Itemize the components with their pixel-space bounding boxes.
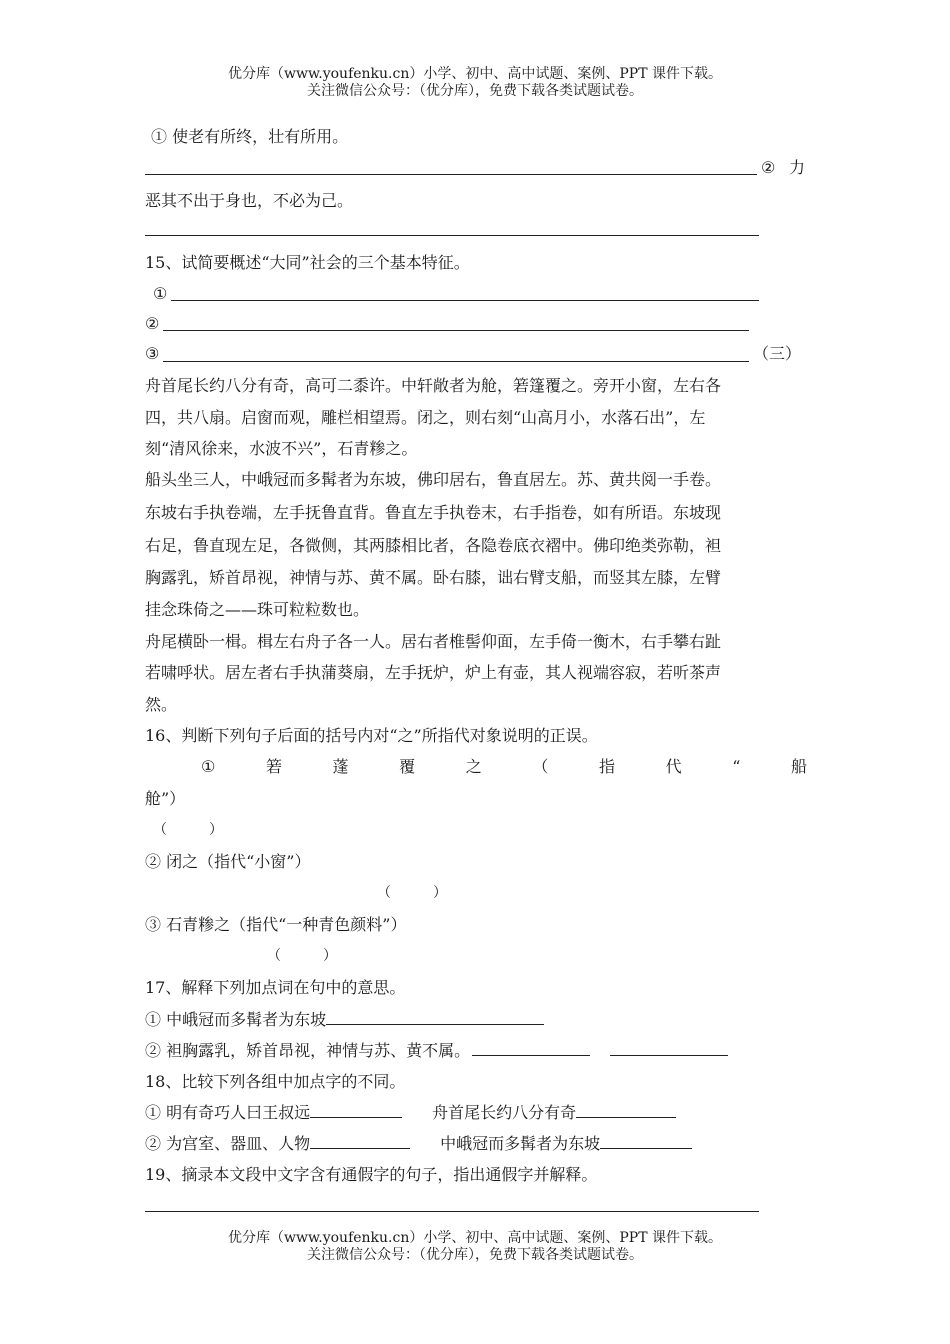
- q14-item-1: ① 使老有所终，壮有所用。: [151, 127, 349, 146]
- passage-line: 刻“清风徐来，水波不兴”，石青糁之。: [145, 439, 418, 458]
- answer-paren: （ ）: [377, 885, 447, 901]
- q17-item-1-text: ① 中峨冠而多髯者为东坡: [145, 1010, 327, 1029]
- passage-line: 四，共八扇。启窗而观，雕栏相望焉。闭之，则右刻“山高月小，水落石出”，左: [145, 408, 706, 427]
- q16-prompt: 16、判断下列句子后面的括号内对“之”所指代对象说明的正误。: [145, 726, 598, 745]
- page-footer: [0, 1230, 950, 1264]
- passage-line: 胸露乳，矫首昂视，神情与苏、黄不属。卧右膝，诎右臂支船，而竖其左膝，左臂: [145, 568, 722, 587]
- answer-line: [163, 330, 749, 331]
- q16-item-1-char: 船: [790, 757, 807, 776]
- q18-item-2b: 中峨冠而多髯者为东坡: [440, 1134, 601, 1153]
- q16-item-1-char: ①: [201, 757, 216, 776]
- q18-item-2: [145, 1134, 692, 1154]
- q18-item-1a: ① 明有奇巧人曰王叔远: [145, 1103, 311, 1122]
- q18-item-1b: 舟首尾长约八分有奇: [432, 1103, 577, 1122]
- q16-item-1-char: 箬: [265, 757, 282, 776]
- q18-prompt: 18、比较下列各组中加点字的不同。: [145, 1072, 406, 1091]
- passage-line: 舟尾横卧一楫。楫左右舟子各一人。居右者椎髻仰面，左手倚一衡木，右手攀右趾: [145, 632, 722, 651]
- answer-line: [145, 1211, 759, 1212]
- q16-item-1-cont: 舱”）: [145, 789, 186, 808]
- answer-blank[interactable]: [310, 1134, 410, 1149]
- q17-prompt: 17、解释下列加点词在句中的意思。: [145, 978, 406, 997]
- answer-line: [163, 361, 749, 362]
- q15-marker-1: ①: [153, 284, 168, 303]
- footer-line-2: 关注微信公众号：（优分库），免费下载各类试题试卷。: [307, 1247, 643, 1263]
- header-line-2: 关注微信公众号：（优分库），免费下载各类试题试卷。: [307, 83, 643, 99]
- answer-paren: （ ）: [153, 822, 223, 838]
- q14-item-2-text: 恶其不出于身也，不必为己。: [145, 191, 354, 210]
- answer-blank[interactable]: [610, 1041, 728, 1056]
- q16-item-1-char: “: [732, 757, 741, 776]
- passage-line: 右足，鲁直现左足，各微侧，其两膝相比者，各隐卷底衣褶中。佛印绝类弥勒，袒: [145, 536, 722, 555]
- q16-item-1: [145, 757, 807, 777]
- q17-item-1: [145, 1010, 544, 1030]
- header-line-1: 优分库（www.youfenku.cn）小学、初中、高中试题、案例、PPT 课件下载。: [227, 66, 722, 82]
- passage-line: 舟首尾长约八分有奇，高可二黍许。中轩敞者为舱，箬篷覆之。旁开小窗，左右各: [145, 376, 722, 395]
- answer-blank[interactable]: [472, 1041, 590, 1056]
- q15-marker-2: ②: [145, 314, 160, 333]
- q14-item-2-number: ②: [761, 158, 776, 177]
- footer-line-1: 优分库（www.youfenku.cn）小学、初中、高中试题、案例、PPT 课件下载。: [227, 1230, 722, 1246]
- q16-item-1-char: 指: [598, 757, 615, 776]
- q18-item-1: [145, 1103, 676, 1123]
- q17-item-2: [145, 1041, 728, 1061]
- q15-prompt: 15、试简要概述“大同”社会的三个基本特征。: [145, 253, 470, 272]
- answer-paren: （ ）: [267, 948, 337, 964]
- section-heading: （三）: [753, 344, 802, 363]
- q16-item-2: ② 闭之（指代“小窗”）: [145, 852, 311, 871]
- q19-prompt: 19、摘录本文段中文字含有通假字的句子，指出通假字并解释。: [145, 1165, 598, 1184]
- q15-marker-3: ③: [145, 344, 160, 363]
- q18-item-2a: ② 为宫室、器皿、人物: [145, 1134, 311, 1153]
- page-header: [0, 66, 950, 100]
- answer-blank[interactable]: [600, 1134, 692, 1149]
- answer-blank[interactable]: [326, 1010, 544, 1025]
- passage-line: 东坡右手执卷端，左手抚鲁直背。鲁直左手执卷末，右手指卷，如有所语。东坡现: [145, 503, 722, 522]
- answer-line: [145, 235, 759, 236]
- q16-item-1-char: 之: [465, 757, 482, 776]
- passage-line: 若啸呼状。居左者右手执蒲葵扇，左手抚炉，炉上有壶，其人视端容寂，若听茶声: [145, 663, 722, 682]
- answer-line: [145, 174, 757, 175]
- answer-line: [171, 300, 759, 301]
- q14-item-2-start: 力: [789, 158, 806, 177]
- q16-item-1-char: 覆: [399, 757, 416, 776]
- q17-item-2-text: ② 袒胸露乳，矫首昂视，神情与苏、黄不属。: [145, 1041, 471, 1060]
- passage-line: 船头坐三人，中峨冠而多髯者为东坡，佛印居右，鲁直居左。苏、黄共阅一手卷。: [145, 470, 722, 489]
- q16-item-1-char: 蓬: [332, 757, 349, 776]
- q16-item-1-char: 代: [665, 757, 682, 776]
- q16-item-1-char: （: [532, 757, 549, 776]
- passage-line: 然。: [145, 695, 178, 714]
- answer-blank[interactable]: [310, 1103, 402, 1118]
- passage-line: 挂念珠倚之——珠可粒粒数也。: [145, 600, 370, 619]
- q16-item-3: ③ 石青糁之（指代“一种青色颜料”）: [145, 915, 407, 934]
- answer-blank[interactable]: [576, 1103, 676, 1118]
